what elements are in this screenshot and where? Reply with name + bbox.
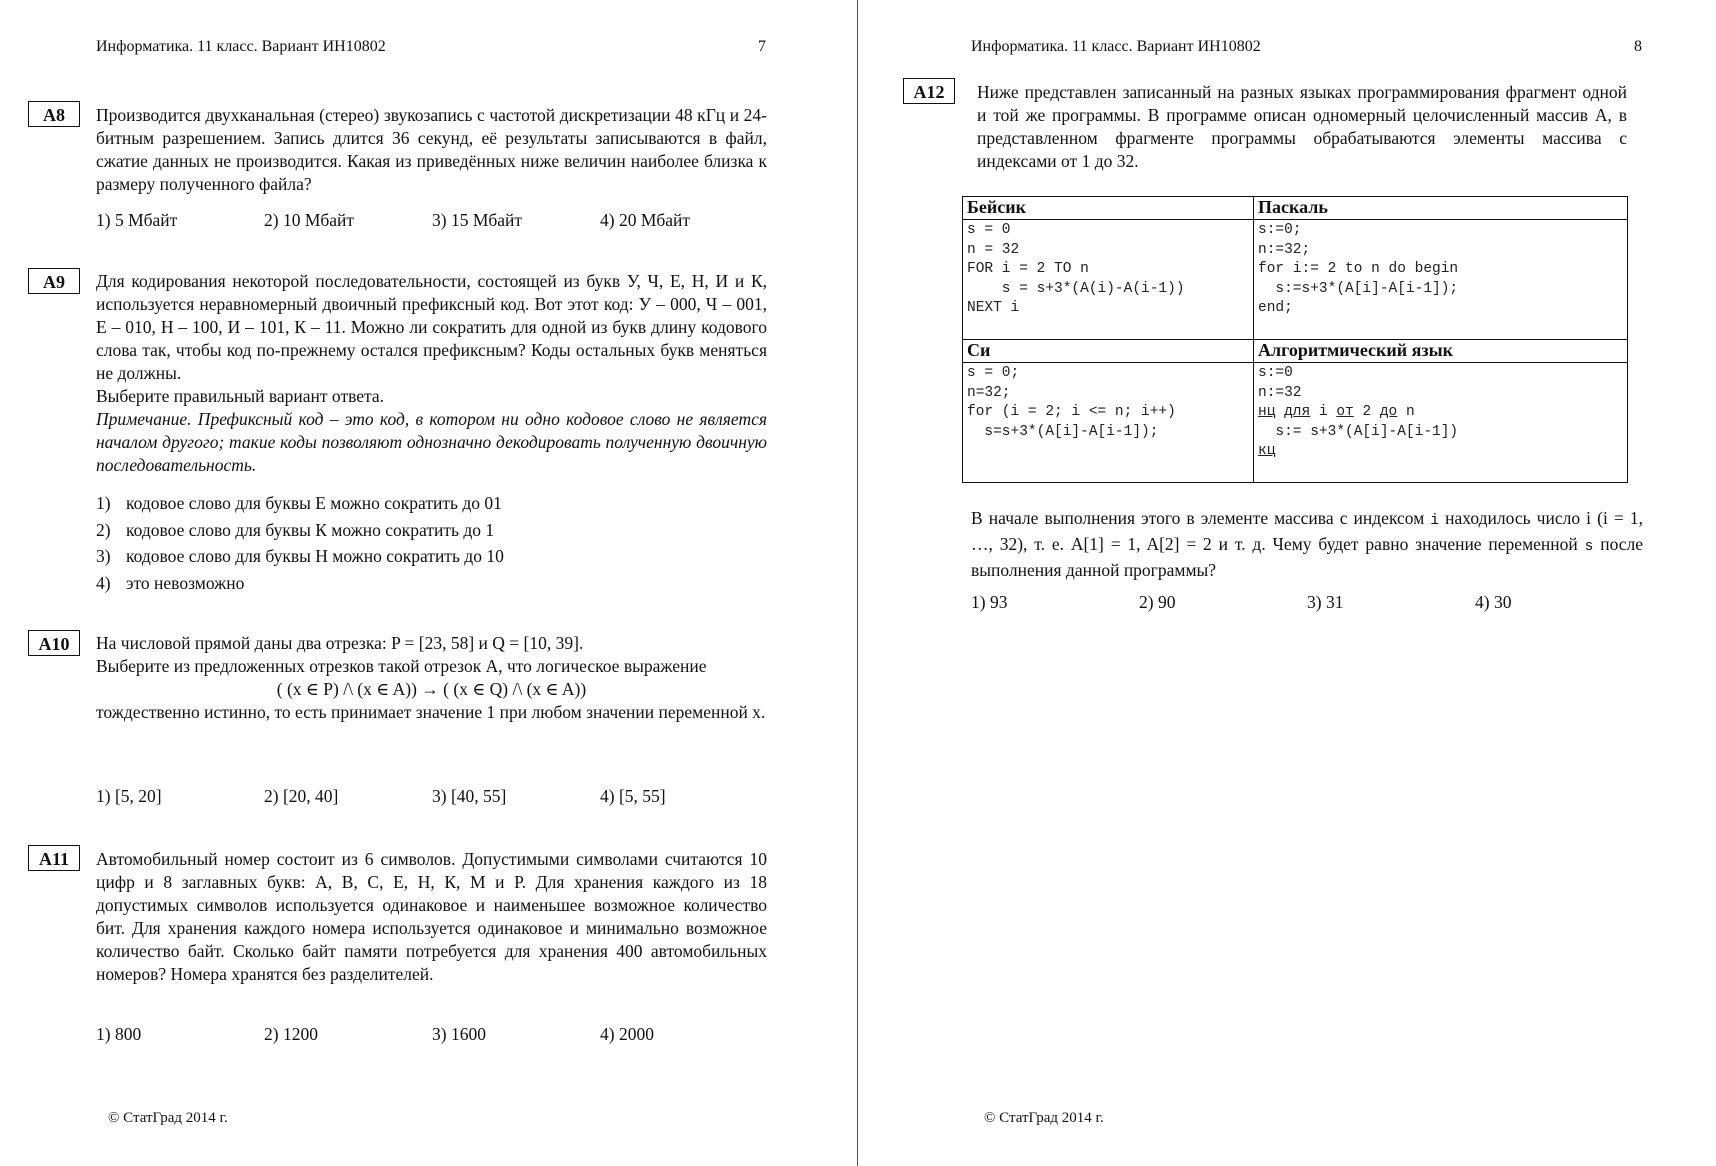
a11-option-1[interactable]: 1) 800 [96,1024,142,1044]
a12-option-4[interactable]: 4) 30 [1475,592,1512,612]
page-divider [857,0,858,1166]
c-line-3: for (i = 2; i <= n; i++) [967,404,1176,420]
basic-title: Бейсик [963,197,1254,220]
right-footer: © СтатГрад 2014 г. [984,1110,1104,1126]
alg-kw-for: для [1284,404,1311,420]
a9-answer-options [96,490,504,596]
a9-option-3[interactable]: 3) кодовое слово для буквы Н можно сократить до 10 [96,546,504,566]
alg-var: i [1318,404,1328,420]
alg-line-4: s:= s+3*(A[i]-A[i-1]) [1258,423,1459,440]
a10-line-3: тождественно истинно, то есть принимает значение 1 при любом значении переменной x. [96,702,766,722]
a9-instruction: Выберите правильный вариант ответа. [96,386,385,406]
basic-line-5: NEXT i [967,300,1020,316]
a10-line-1: На числовой прямой даны два отрезка: P = [23, 58] и Q = [10, 39]. [96,633,584,653]
a8-answer-options [96,210,768,231]
c-line-1: s = 0; [967,365,1020,381]
pascal-line-2: n:=32; [1258,241,1311,258]
left-footer: © СтатГрад 2014 г. [108,1110,228,1126]
pascal-code [1254,220,1628,340]
alg-kw-to: до [1379,404,1398,420]
task-label-a9: А9 [28,268,80,294]
right-header-title: Информатика. 11 класс. Вариант ИН10802 [971,38,1261,55]
alg-kw-kc: кц [1258,443,1276,459]
a11-option-2[interactable]: 2) 1200 [264,1024,318,1044]
a12-question-part-2: находилось число i (i = 1, …, 32), т. е. A[1] = 1, A[2] = 2 и т. д. Чему будет равно значение переменной [971,508,1643,554]
a12-code-table [962,196,1628,483]
c-title: Си [963,340,1254,363]
a12-var-i: i [1430,513,1440,529]
a10-answer-options [96,786,768,807]
basic-line-3: FOR i = 2 TO n [967,261,1089,277]
alg-code [1254,363,1628,483]
pascal-line-4: s:=s+3*(A[i]-A[i-1]); [1258,280,1459,297]
alg-title: Алгоритмический язык [1254,340,1628,363]
a11-option-4[interactable]: 4) 2000 [600,1024,654,1044]
pascal-line-3: for i:= 2 to n do begin [1258,261,1459,277]
basic-line-2: n = 32 [967,241,1020,258]
a9-option-4[interactable]: 4) это невозможно [96,572,245,593]
a9-option-2[interactable]: 2) кодовое слово для буквы К можно сократить до 1 [96,519,495,540]
a11-question-text: Автомобильный номер состоит из 6 символов. Допустимыми символами считаются 10 цифр и 8 заглавных букв: А, В, С, Е, Н, К, М и Р. Для хранения каждого из 18 допустимых символов используется одинаковое и наименьшее возможное количество бит. Для хранения каждого номера используется одинаковое и минимально возможное количество байт. Сколько байт памяти потребуется для хранения 400 автомобильных номеров? Номера хранятся без разделителей. [96,849,767,984]
alg-line-1: s:=0 [1258,365,1293,381]
a9-option-1[interactable]: 1) кодовое слово для буквы Е можно сократить до 01 [96,493,502,513]
c-code [963,363,1254,483]
a12-var-s: s [1584,539,1594,555]
c-line-2: n=32; [967,384,1011,401]
a8-option-1[interactable]: 1) 5 Мбайт [96,210,178,230]
a8-option-3[interactable]: 3) 15 Мбайт [432,210,523,230]
a8-option-4[interactable]: 4) 20 Мбайт [600,210,691,230]
task-label-a8: А8 [28,101,80,127]
task-label-a12: А12 [903,78,955,104]
pascal-line-5: end; [1258,300,1293,316]
a12-option-3[interactable]: 3) 31 [1307,592,1344,612]
alg-kw-nc: нц [1258,404,1276,420]
a12-question-part-1: В начале выполнения этого в элементе массива с индексом [971,508,1425,528]
alg-kw-from: от [1336,404,1354,420]
right-page-number: 8 [1634,38,1642,55]
a10-question-block [96,632,767,724]
pascal-title: Паскаль [1254,197,1628,220]
a10-formula: ( (x ∈ P) /\ (x ∈ A)) → ( (x ∈ Q) /\ (x ∈ A)) [276,679,587,699]
a12-question-part-3: после выполнения данной программы? [971,534,1644,580]
a9-question-text: Для кодирования некоторой последовательности, состоящей из букв У, Ч, Е, Н, И и К, используется неравномерный двоичный префиксный код. Вот этот код: У – 000, Ч – 001, Е – 010, Н – 100, И – 101, К – 11. Можно ли сократить для одной из букв длину кодового слова так, чтобы код по-прежнему остался префиксным? Коды остальных букв меняться не должны. [96,271,767,383]
a10-option-3[interactable]: 3) [40, 55] [432,786,507,806]
a8-option-2[interactable]: 2) 10 Мбайт [264,210,355,230]
alg-line-2: n:=32 [1258,384,1302,401]
basic-code [963,220,1254,340]
a10-option-1[interactable]: 1) [5, 20] [96,786,162,806]
a12-question-text [971,507,1643,582]
alg-line-3 [1258,403,1623,423]
alg-from-val: 2 [1362,404,1372,420]
a12-option-2[interactable]: 2) 90 [1139,592,1176,612]
a11-option-3[interactable]: 3) 1600 [432,1024,486,1044]
pascal-line-1: s:=0; [1258,222,1302,238]
a10-option-4[interactable]: 4) [5, 55] [600,786,666,806]
left-header-title: Информатика. 11 класс. Вариант ИН10802 [96,38,386,55]
a10-option-2[interactable]: 2) [20, 40] [264,786,339,806]
a9-note: Примечание. Префиксный код – это код, в котором ни одно кодовое слово не является началом другого; такие коды позволяют однозначно декодировать полученную двоичную последовательность. [96,409,767,475]
a12-answer-options [971,592,1643,613]
a9-question-block [96,270,767,477]
a12-option-1[interactable]: 1) 93 [971,592,1008,612]
task-label-a10: А10 [28,630,80,656]
basic-line-4: s = s+3*(A(i)-A(i-1)) [967,280,1185,297]
a8-question-text: Производится двухканальная (стерео) звукозапись с частотой дискретизации 48 кГц и 24-битным разрешением. Запись длится 36 секунд, её результаты записываются в файл, сжатие данных не производится. Какая из приведённых ниже величин наиболее близка к размеру полученного файла? [96,105,767,194]
basic-line-1: s = 0 [967,222,1011,238]
task-label-a11: А11 [28,845,80,871]
a11-answer-options [96,1024,768,1045]
a10-line-2: Выберите из предложенных отрезков такой отрезок A, что логическое выражение [96,656,707,676]
left-page-number: 7 [758,38,766,55]
a12-intro-text: Ниже представлен записанный на разных языках программирования фрагмент одной и той же программы. В программе описан одномерный целочисленный массив A, в представленном фрагменте программы обрабатываются элементы массива с индексами от 1 до 32. [977,82,1627,171]
alg-to-val: n [1405,404,1415,420]
c-line-4: s=s+3*(A[i]-A[i-1]); [967,423,1159,440]
